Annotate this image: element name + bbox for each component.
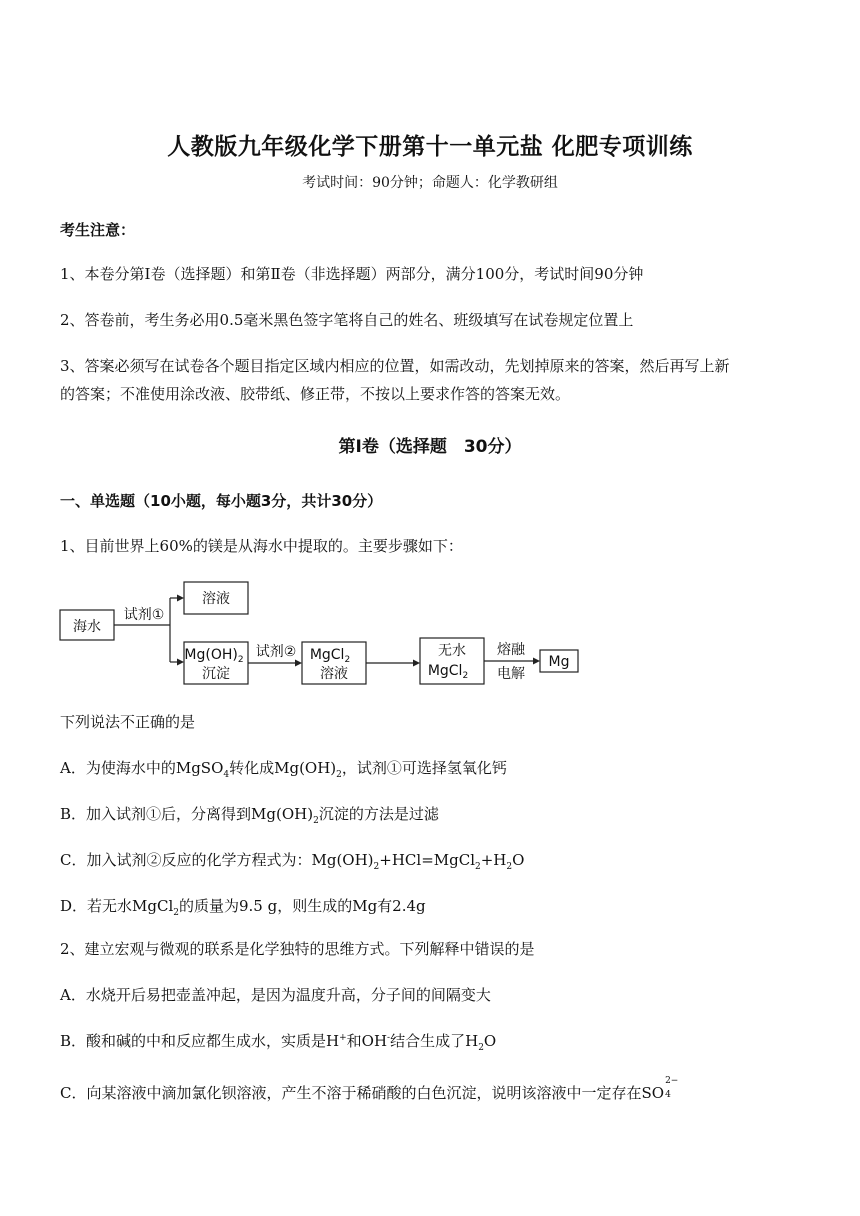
notice-heading: 考生注意： — [60, 221, 136, 239]
label-electrolysis: 电解 — [497, 666, 525, 682]
notice-item-2: 2、答卷前，考生务必用0.5毫米黑色签字笔将自己的姓名、班级填写在试卷规定位置上 — [60, 311, 634, 329]
label-reagent1: 试剂① — [123, 607, 165, 623]
arrowhead-mg — [533, 658, 540, 665]
q1-option-d: D．若无水MgCl$_2$的质量为9.5 g，则生成的Mg有2.4g — [60, 897, 426, 918]
q2-option-a: A．水烧开后易把壶盖冲起，是因为温度升高，分子间的间隔变大 — [60, 986, 491, 1004]
label-mgcl2: MgCl$_2$ — [309, 647, 351, 665]
label-anhydrous-mgcl2: MgCl$_2$ — [427, 663, 469, 681]
label-mgcl2-solution: 溶液 — [320, 666, 348, 682]
label-seawater: 海水 — [73, 619, 101, 635]
notice-item-3: 3、答案必须写在试卷各个题目指定区域内相应的位置，如需改动，先划掉原来的答案，然后再写上新 — [60, 357, 730, 375]
arrowhead-mgoh2 — [177, 659, 184, 666]
q1-stem: 1、目前世界上60%的镁是从海水中提取的。主要步骤如下： — [60, 537, 463, 555]
arrowhead-solution — [177, 595, 184, 602]
q2-stem: 2、建立宏观与微观的联系是化学独特的思维方式。下列解释中错误的是 — [60, 940, 535, 958]
q1-option-b: B．加入试剂①后，分离得到$Mg(OH)_2$沉淀的方法是过滤 — [60, 805, 439, 826]
q1-prompt: 下列说法不正确的是 — [60, 713, 196, 731]
arrowhead-anhydrous — [413, 660, 420, 667]
exam-title: 人教版九年级化学下册第十一单元盐 化肥专项训练 — [167, 134, 693, 160]
label-mg: Mg — [548, 654, 570, 670]
part-heading: 一、单选题（10小题，每小题3分，共计30分） — [60, 492, 383, 510]
notice-item-1: 1、本卷分第Ⅰ卷（选择题）和第Ⅱ卷（非选择题）两部分，满分100分，考试时间90分钟 — [60, 265, 644, 283]
label-reagent2: 试剂② — [255, 644, 297, 660]
q2-option-b: B．酸和碱的中和反应都生成水，实质是H+和OH-结合生成了$H_2O$ — [60, 1032, 497, 1053]
label-precipitate: 沉淀 — [202, 666, 230, 682]
sulfate-ion: SO 2− 4 — [641, 1076, 679, 1102]
q1-option-a: A．为使海水中的MgSO$_4$转化成$Mg(OH)_2$，试剂①可选择氢氧化钙 — [60, 759, 507, 780]
label-solution: 溶液 — [202, 591, 230, 607]
section-title: 第Ⅰ卷（选择题 30分） — [338, 437, 522, 457]
label-melt: 熔融 — [497, 642, 525, 658]
q1-option-c: C．加入试剂②反应的化学方程式为：$Mg(OH)_2+HCl=MgCl_2+H_2O$ — [60, 851, 525, 872]
arrowhead-mgcl2 — [295, 660, 302, 667]
flow-diagram — [58, 574, 588, 692]
label-mgoh2: $Mg(OH)_2$ — [184, 647, 244, 665]
q2-option-c: C．向某溶液中滴加氯化钡溶液，产生不溶于稀硝酸的白色沉淀，说明该溶液中一定存在SO 2− 4 — [60, 1076, 679, 1102]
notice-item-3-cont: 的答案；不准使用涂改液、胶带纸、修正带，不按以上要求作答的答案无效。 — [60, 385, 571, 403]
exam-subtitle: 考试时间：90分钟；命题人：化学教研组 — [302, 175, 558, 191]
label-anhydrous: 无水 — [438, 643, 466, 659]
